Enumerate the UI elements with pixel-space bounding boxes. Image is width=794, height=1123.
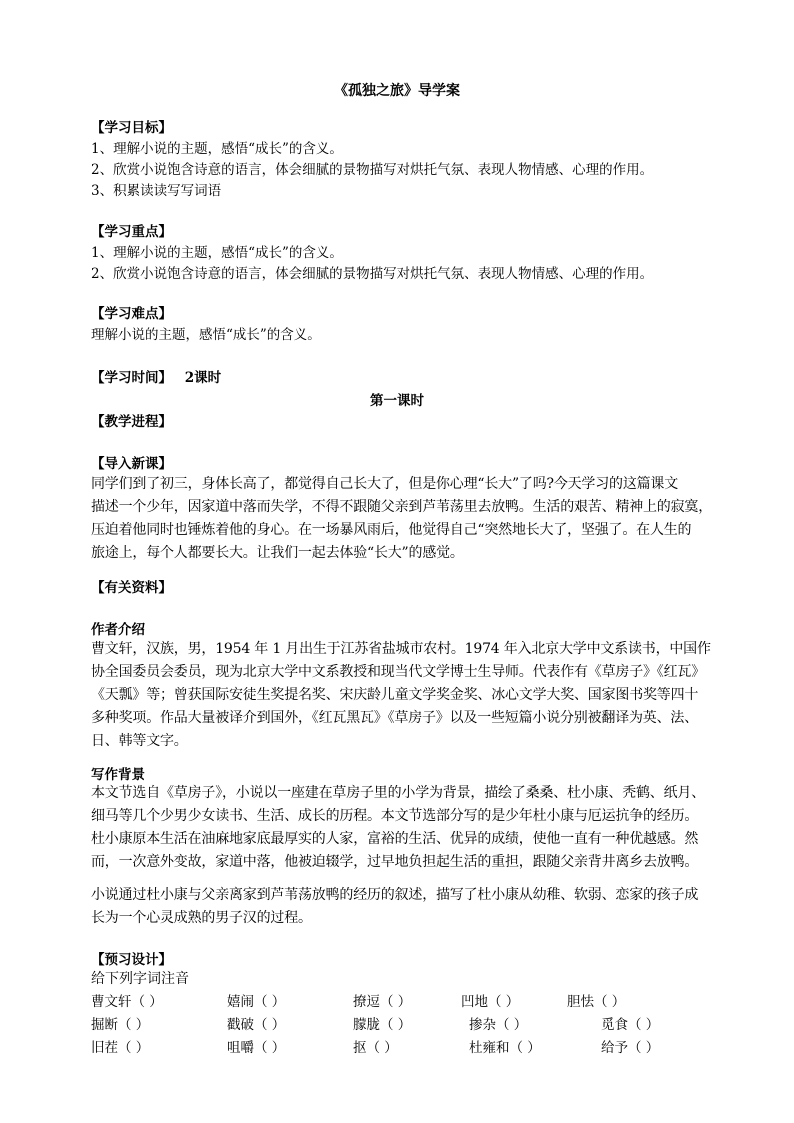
- document-title: 《孤独之旅》导学案: [334, 83, 460, 99]
- key-point-item: 2、欣赏小说饱含诗意的语言，体会细腻的景物描写对烘托气氛、表现人物情感、心理的作用。: [91, 266, 654, 282]
- background-line: 细马等几个少男少女读书、生活、成长的历程。本文节选部分写的是少年杜小康与厄运抗争的经历。: [91, 808, 699, 824]
- pinyin-blank[interactable]: 觅食（ ）: [601, 1017, 660, 1033]
- pinyin-row: [91, 1036, 711, 1059]
- intro-line: 旅途上，每个人都要长大。让我们一起去体验“长大”的感觉。: [91, 545, 464, 561]
- objectives-heading: 【学习目标】: [91, 120, 172, 136]
- pinyin-blank[interactable]: 旧茬（ ）: [91, 1040, 150, 1056]
- background-line: 而，一次意外变故，家道中落，他被迫辍学，过早地负担起生活的重担，跟随父亲背井离乡去放鸭。: [91, 854, 699, 870]
- pinyin-row: [91, 1013, 711, 1036]
- author-line: 协全国委员会委员，现为北京大学中文系教授和现当代文学博士生导师。代表作有《草房子》《红瓦》: [91, 664, 705, 680]
- process-heading: 【教学进程】: [91, 414, 172, 430]
- background-line: 本文节选自《草房子》，小说以一座建在草房子里的小学为背景，描绘了桑桑、杜小康、秃鹤、纸月、: [91, 785, 705, 801]
- pinyin-blank[interactable]: 嬉闹（ ）: [227, 994, 286, 1010]
- difficulty-heading: 【学习难点】: [91, 306, 172, 322]
- background-heading: 写作背景: [91, 767, 145, 783]
- objectives-section: [91, 118, 711, 202]
- author-heading: 作者介绍: [91, 622, 145, 638]
- intro-paragraph: [91, 473, 711, 565]
- pinyin-blank[interactable]: 朦胧（ ）: [353, 1017, 412, 1033]
- pinyin-blank[interactable]: 咀嚼（ ）: [227, 1040, 286, 1056]
- author-paragraph: [91, 638, 711, 753]
- pinyin-blank[interactable]: 杜雍和（ ）: [469, 1040, 541, 1056]
- pinyin-blank[interactable]: 曹文轩（ ）: [91, 994, 163, 1010]
- difficulty-text: 理解小说的主题，感悟“成长”的含义。: [91, 327, 321, 343]
- time-heading: 【学习时间】: [91, 370, 172, 386]
- pinyin-blank[interactable]: 抠（ ）: [353, 1040, 398, 1056]
- preview-instruction: 给下列字词注音: [91, 971, 189, 987]
- pinyin-blank[interactable]: 掘断（ ）: [91, 1017, 150, 1033]
- pinyin-blank[interactable]: 掺杂（ ）: [469, 1017, 528, 1033]
- pinyin-blank[interactable]: 给予（ ）: [601, 1040, 660, 1056]
- summary-paragraph: [91, 884, 711, 930]
- summary-line: 小说通过杜小康与父亲离家到芦苇荡放鸭的经历的叙述，描写了杜小康从幼稚、软弱、恋家的孩子成: [91, 887, 699, 903]
- intro-line: 描述一个少年，因家道中落而失学，不得不跟随父亲到芦苇荡里去放鸭。生活的艰苦、精神上的寂寞，: [91, 499, 712, 515]
- pinyin-blank[interactable]: 凹地（ ）: [461, 994, 520, 1010]
- time-section: [91, 368, 711, 389]
- pinyin-blank[interactable]: 撩逗（ ）: [353, 994, 412, 1010]
- author-line: 《天瓢》等；曾获国际安徒生奖提名奖、宋庆龄儿童文学奖金奖、冰心文学大奖、国家图书奖等四十: [91, 687, 699, 703]
- materials-heading: 【有关资料】: [91, 580, 172, 596]
- key-points-section: [91, 222, 711, 285]
- summary-line: 长为一个心灵成熟的男子汉的过程。: [91, 910, 312, 926]
- key-point-item: 1、理解小说的主题，感悟“成长”的含义。: [91, 245, 343, 261]
- intro-line: 同学们到了初三，身体长高了，都觉得自己长大了，但是你心理“长大”了吗?今天学习的这篇课文: [91, 476, 679, 492]
- objective-item: 3、积累读读写写词语: [91, 183, 222, 199]
- author-line: 多种奖项。作品大量被译介到国外，《红瓦黑瓦》《草房子》以及一些短篇小说分别被翻译为英、法、: [91, 710, 698, 726]
- lesson-one-title: 第一课时: [370, 393, 424, 409]
- preview-heading: 【预习设计】: [91, 952, 172, 968]
- objective-item: 1、理解小说的主题，感悟“成长”的含义。: [91, 141, 343, 157]
- pinyin-blank[interactable]: 胆怯（ ）: [567, 994, 626, 1010]
- time-value: 2课时: [184, 370, 222, 386]
- pinyin-row: [91, 990, 711, 1013]
- intro-line: 压迫着他同时也锤炼着他的身心。在一场暴风雨后，他觉得自己“突然地长大了，坚强了。在人生的: [91, 522, 692, 538]
- author-line: 曹文轩，汉族，男，1954 年 1 月出生于江苏省盐城市农村。1974 年入北京大学中文系读书，中国作: [91, 641, 711, 657]
- author-line: 日、韩等文字。: [91, 733, 188, 749]
- difficulty-section: [91, 304, 711, 346]
- key-points-heading: 【学习重点】: [91, 224, 172, 240]
- objective-item: 2、欣赏小说饱含诗意的语言，体会细腻的景物描写对烘托气氛、表现人物情感、心理的作用。: [91, 162, 654, 178]
- pinyin-blank[interactable]: 戳破（ ）: [227, 1017, 286, 1033]
- intro-heading: 【导入新课】: [91, 456, 172, 472]
- pinyin-grid: [91, 990, 711, 1059]
- background-paragraph: [91, 782, 711, 874]
- background-line: 杜小康原本生活在油麻地家底最厚实的人家，富裕的生活、优异的成绩，使他一直有一种优越感。然: [91, 831, 699, 847]
